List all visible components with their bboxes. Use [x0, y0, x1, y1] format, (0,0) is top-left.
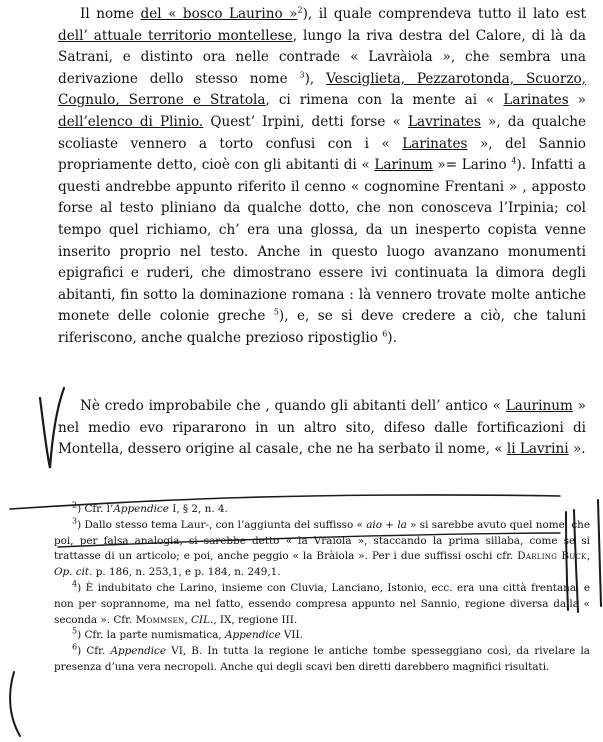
text-segment-underline: Larinates [402, 135, 468, 152]
text-segment-plain: , IX, regione III. [213, 613, 298, 626]
text-segment-sup: 4 [72, 579, 78, 589]
text-segment-plain: , lungo la riva destra del Calore, di là da Satrani, e distinto ora nelle contrade « Lavràiola », che sembra una derivazione dello stesso nome [58, 27, 586, 87]
text-segment-plain: ) Cfr. [77, 645, 111, 658]
text-segment-underline: Vesciglieta, Pezzarotonda, Scuorzo, Cognulo, Serrone e Stratola [58, 70, 586, 109]
footnote-6 [54, 644, 590, 676]
footnote-2 [54, 502, 590, 518]
text-segment-plain: VI, B. In tutta la regione le antiche tombe spesseggiano così, da rivelare la presenza d’una vera necropoli. Anche qui degli scavi ben diretti darebbero magnifici risultati. [54, 645, 590, 673]
footnotes [54, 502, 590, 676]
text-segment-plain: ), e, se si deve credere a ciò, che taluni riferiscono, anche qualche prezioso ripostiglio [58, 308, 586, 346]
margin-bracket-left [10, 672, 20, 736]
text-segment-plain: » nel medio evo ripararono in un altro sito, difeso dalle fortificazioni di Montella, dessero origine al casale, che ne ha serbato il nome, « [58, 398, 587, 458]
text-segment-sup: 2 [297, 5, 303, 15]
text-segment-plain: ) Dallo stesso tema Laur-, con l’aggiunta del suffisso « [77, 518, 367, 531]
text-segment-plain: p. 186, n. 253,1, e p. 184, n. 249,1. [92, 566, 281, 579]
text-segment-plain: ). [387, 329, 397, 346]
text-segment-plain: ) Cfr. l’ [77, 503, 114, 515]
text-segment-underline: Lavrinates [407, 113, 481, 130]
text-segment-plain: Quest’ Irpini, detti forse « [203, 113, 408, 130]
text-segment-italic: Op. cit. [54, 566, 93, 579]
text-segment-underline: Larinates [503, 92, 569, 109]
text-segment-underline: Larinum [374, 157, 433, 174]
text-segment-underline: del « bosco Laurino » [140, 6, 298, 22]
text-segment-plain: , [586, 550, 591, 563]
text-segment-plain: ), il quale comprendeva tutto il lato est [302, 6, 586, 22]
text-segment-plain: , ci rimena con la mente ai « [265, 92, 504, 109]
text-segment-plain: ) È indubitato che Larino, insieme con Cluvia, Lanciano, Istonio, ecc. era una città frentana, e non per soprannome, ma nel fatto, essendo compresa appunto nel Sannio, regione diversa dalla « seconda ». Cfr. [54, 581, 590, 626]
text-segment-plain: VII. [280, 629, 303, 642]
text-segment-smallcaps: Mommsen [135, 613, 185, 626]
footnote-3 [54, 518, 590, 581]
text-segment-italic: Appendice [113, 503, 169, 515]
text-segment-plain: ) Cfr. la parte numismatica, [77, 629, 225, 642]
text-segment-sup: 4 [511, 156, 517, 166]
text-segment-underline: dell’elenco di Plinio. [58, 113, 204, 130]
footnote-4 [54, 581, 590, 628]
text-segment-sup: 3 [299, 70, 305, 80]
text-segment-underline: li Lavrini [506, 441, 569, 458]
text-segment-smallcaps: Darling Buck [517, 550, 587, 563]
text-segment-plain: I, § 2, n. 4. [168, 503, 228, 515]
text-segment-plain: ), [304, 70, 327, 87]
text-segment-italic: Appendice [110, 645, 167, 658]
text-segment-italic: CIL. [191, 613, 214, 626]
text-segment-plain: » si sarebbe avuto quel nome, che poi, per falsa analogia, si sarebbe detto « la Vraiola », staccando la prima sillaba, come se si trattasse di un articolo; e poi, anche peggio « la Bràiola ». Per i due suffissi oschi cfr. [54, 518, 590, 563]
text-segment-plain: ). Infatti a questi andrebbe appunto riferito il cenno « cognomine Frentani » , apposto forse al testo pliniano da qualche dotto, che non conosceva l’Irpinia; col tempo quel richiamo, ch’ era una glossa, da un inesperto copista venne inserito proprio nel testo. Anche in questo luogo avanzano monumenti epigrafici e ruderi, che dimostrano essere ivi continuata la dimora degli abitanti, fin sotto la dominazione romana : là vennero trovate molte antiche monete delle colonie greche [58, 157, 587, 325]
text-segment-underline: dell’ attuale territorio montellese [58, 27, 293, 44]
text-segment-plain: » [568, 92, 586, 109]
footnote-5 [54, 628, 590, 644]
main-paragraph-1 [58, 4, 586, 350]
text-segment-underline: Laurinum [505, 398, 573, 414]
text-segment-plain: , [184, 613, 192, 626]
text-segment-sup: 6 [72, 642, 78, 652]
text-segment-plain: Il nome [80, 6, 141, 22]
text-segment-plain: ». [568, 441, 586, 458]
text-segment-sup: 6 [382, 329, 388, 339]
text-segment-plain: »= Larino [432, 157, 512, 174]
text-segment-plain: », del Sannio propriamente detto, cioè con gli abitanti di « [58, 135, 586, 174]
text-segment-italic: Appendice [225, 629, 281, 642]
text-segment-sup: 3 [72, 516, 78, 526]
margin-bracket-right-3 [598, 500, 601, 606]
main-paragraph-2 [58, 396, 586, 461]
text-segment-plain: », da qualche scoliaste vennero a torto confusi con i « [58, 113, 587, 152]
text-segment-sup: 2 [72, 500, 78, 510]
text-segment-sup: 5 [273, 307, 279, 317]
text-segment-italic: aio + la [366, 518, 407, 531]
text-segment-plain: Nè credo improbabile che , quando gli abitanti dell’ antico « [80, 398, 506, 414]
text-segment-sup: 5 [72, 626, 78, 636]
